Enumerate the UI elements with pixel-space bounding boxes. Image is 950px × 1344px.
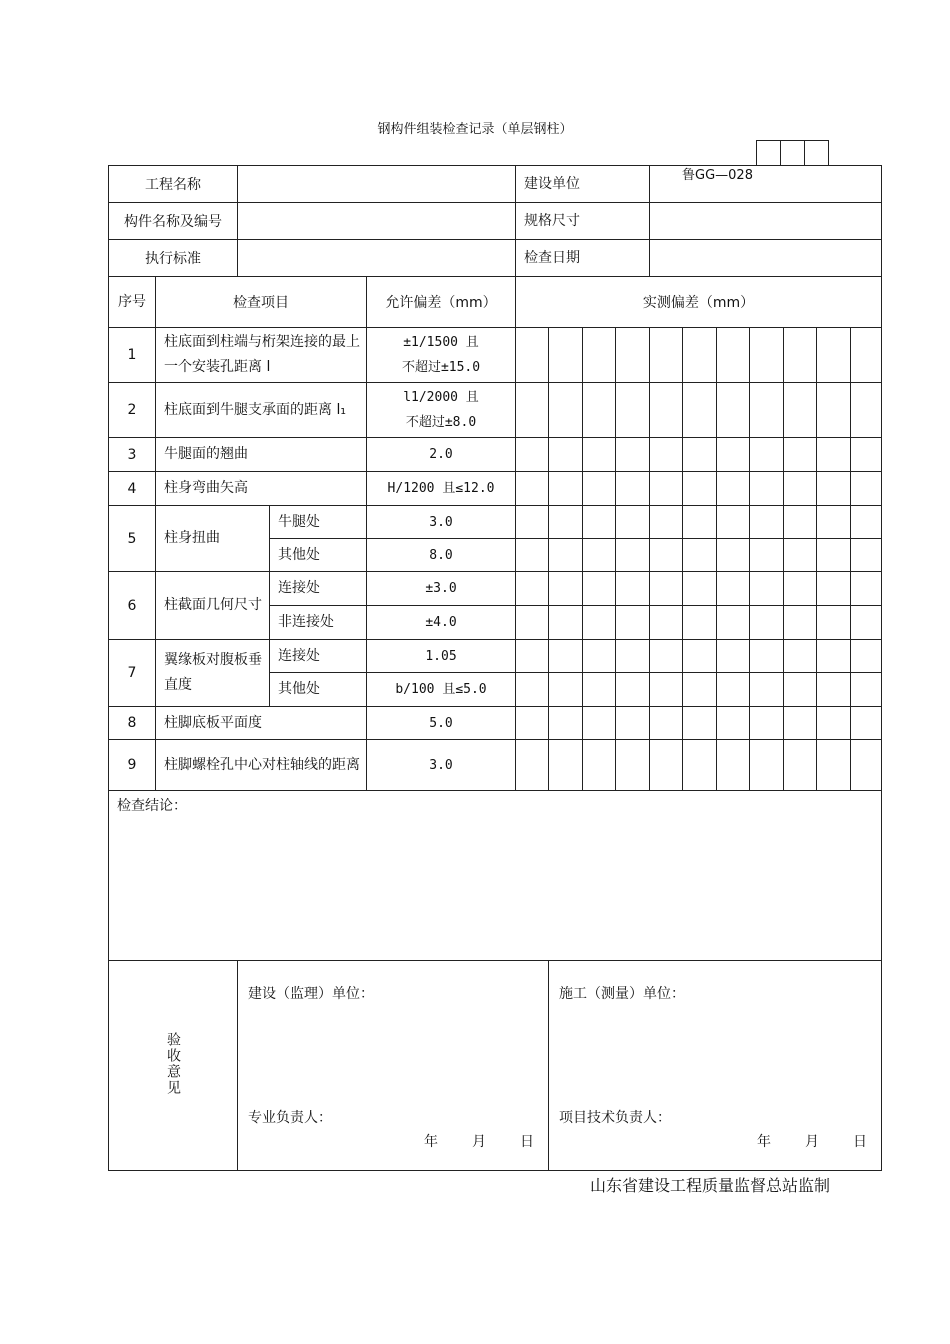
measure-cell[interactable] bbox=[583, 539, 616, 572]
tolerance-line: 不超过±15.0 bbox=[401, 360, 481, 375]
measure-cell[interactable] bbox=[650, 506, 683, 539]
row-item: 柱脚螺栓孔中心对柱轴线的距离 bbox=[156, 740, 367, 791]
row-tolerance: 5.0 bbox=[367, 707, 516, 740]
component-field[interactable] bbox=[238, 203, 516, 240]
measure-cell[interactable] bbox=[516, 572, 549, 606]
row-item: 柱身扭曲 bbox=[156, 506, 270, 572]
tolerance-line: 不超过±8.0 bbox=[405, 415, 477, 430]
measure-cell[interactable] bbox=[784, 707, 817, 740]
measure-cell[interactable] bbox=[583, 606, 616, 640]
row-seq: 3 bbox=[109, 438, 156, 472]
row-item: 柱截面几何尺寸 bbox=[156, 572, 270, 640]
spec-field[interactable] bbox=[650, 203, 882, 240]
measure-cell[interactable] bbox=[851, 640, 882, 673]
measure-cell[interactable] bbox=[683, 707, 717, 740]
spec-label: 规格尺寸 bbox=[516, 203, 650, 240]
project-name-field[interactable] bbox=[238, 166, 516, 203]
measure-cell[interactable] bbox=[650, 438, 683, 472]
measure-cell[interactable] bbox=[516, 707, 549, 740]
measure-cell[interactable] bbox=[683, 506, 717, 539]
measure-cell[interactable] bbox=[650, 640, 683, 673]
measure-cell[interactable] bbox=[650, 328, 683, 383]
measure-cell[interactable] bbox=[717, 640, 750, 673]
measure-cell[interactable] bbox=[750, 383, 784, 438]
row-tolerance: ±3.0 bbox=[367, 572, 516, 606]
day-label: 日 bbox=[520, 1134, 535, 1150]
measure-cell[interactable] bbox=[750, 606, 784, 640]
construction-sign-area[interactable] bbox=[549, 961, 882, 1171]
measure-cell[interactable] bbox=[717, 472, 750, 506]
measure-cell[interactable] bbox=[717, 740, 750, 791]
measure-cell[interactable] bbox=[750, 707, 784, 740]
measure-cell[interactable] bbox=[516, 383, 549, 438]
measure-cell[interactable] bbox=[549, 606, 583, 640]
tolerance-line: ±1/1500 且 bbox=[403, 335, 479, 350]
tolerance-line: l1/2000 且 bbox=[403, 390, 479, 405]
month-label: 月 bbox=[805, 1134, 820, 1150]
measure-cell[interactable] bbox=[683, 606, 717, 640]
measure-cell[interactable] bbox=[717, 506, 750, 539]
professional-responsible-label: 专业负责人： bbox=[248, 1110, 332, 1126]
conclusion-label: 检查结论： bbox=[117, 798, 187, 814]
measure-cell[interactable] bbox=[817, 673, 851, 707]
measure-cell[interactable] bbox=[750, 673, 784, 707]
measure-cell[interactable] bbox=[683, 438, 717, 472]
measure-cell[interactable] bbox=[583, 472, 616, 506]
measure-cell[interactable] bbox=[616, 740, 650, 791]
measure-cell[interactable] bbox=[750, 740, 784, 791]
row-item: 翼缘板对腹板垂直度 bbox=[156, 640, 270, 707]
measure-cell[interactable] bbox=[516, 539, 549, 572]
measure-cell[interactable] bbox=[650, 472, 683, 506]
row-seq: 5 bbox=[109, 506, 156, 572]
measure-cell[interactable] bbox=[549, 383, 583, 438]
measure-cell[interactable] bbox=[516, 640, 549, 673]
measure-cell[interactable] bbox=[616, 673, 650, 707]
measure-cell[interactable] bbox=[616, 539, 650, 572]
measure-cell[interactable] bbox=[583, 506, 616, 539]
measure-cell[interactable] bbox=[784, 383, 817, 438]
measure-cell[interactable] bbox=[683, 383, 717, 438]
measured-header: 实测偏差（mm） bbox=[516, 277, 882, 328]
measure-cell[interactable] bbox=[650, 572, 683, 606]
measure-cell[interactable] bbox=[616, 472, 650, 506]
measure-cell[interactable] bbox=[851, 606, 882, 640]
measure-cell[interactable] bbox=[817, 328, 851, 383]
measure-cell[interactable] bbox=[784, 506, 817, 539]
row-tolerance: 8.0 bbox=[367, 539, 516, 572]
measure-cell[interactable] bbox=[549, 328, 583, 383]
measure-cell[interactable] bbox=[817, 472, 851, 506]
measure-cell[interactable] bbox=[750, 539, 784, 572]
measure-cell[interactable] bbox=[516, 438, 549, 472]
measure-cell[interactable] bbox=[817, 640, 851, 673]
row-tolerance: 1.05 bbox=[367, 640, 516, 673]
acceptance-label: 验收意见 bbox=[165, 1031, 181, 1096]
measure-cell[interactable] bbox=[750, 328, 784, 383]
measure-cell[interactable] bbox=[516, 506, 549, 539]
measure-cell[interactable] bbox=[717, 383, 750, 438]
measure-cell[interactable] bbox=[851, 740, 882, 791]
row-subitem: 其他处 bbox=[270, 673, 367, 707]
measure-cell[interactable] bbox=[583, 383, 616, 438]
measure-cell[interactable] bbox=[683, 640, 717, 673]
standard-label: 执行标准 bbox=[109, 240, 238, 277]
measure-cell[interactable] bbox=[784, 438, 817, 472]
measure-cell[interactable] bbox=[851, 707, 882, 740]
measure-cell[interactable] bbox=[549, 740, 583, 791]
left-date bbox=[390, 1131, 534, 1151]
measure-cell[interactable] bbox=[616, 606, 650, 640]
measure-cell[interactable] bbox=[683, 539, 717, 572]
row-item: 柱底面到柱端与桁架连接的最上一个安装孔距离 l bbox=[156, 328, 367, 383]
measure-cell[interactable] bbox=[851, 572, 882, 606]
measure-cell[interactable] bbox=[717, 673, 750, 707]
measure-cell[interactable] bbox=[650, 707, 683, 740]
measure-cell[interactable] bbox=[750, 506, 784, 539]
measure-cell[interactable] bbox=[549, 506, 583, 539]
year-label: 年 bbox=[757, 1134, 772, 1150]
measure-cell[interactable] bbox=[717, 438, 750, 472]
standard-field[interactable] bbox=[238, 240, 516, 277]
measure-cell[interactable] bbox=[750, 640, 784, 673]
measure-cell[interactable] bbox=[583, 707, 616, 740]
measure-cell[interactable] bbox=[717, 606, 750, 640]
measure-cell[interactable] bbox=[650, 606, 683, 640]
row-tolerance: 3.0 bbox=[367, 740, 516, 791]
measure-cell[interactable] bbox=[549, 707, 583, 740]
measure-cell[interactable] bbox=[817, 383, 851, 438]
row-tolerance: ±4.0 bbox=[367, 606, 516, 640]
row-item: 牛腿面的翘曲 bbox=[156, 438, 367, 472]
conclusion-area[interactable] bbox=[109, 791, 882, 961]
row-tolerance bbox=[367, 328, 516, 383]
tolerance-header: 允许偏差（mm） bbox=[367, 277, 516, 328]
row-item: 柱底面到牛腿支承面的距离 l₁ bbox=[156, 383, 367, 438]
measure-cell[interactable] bbox=[817, 438, 851, 472]
measure-cell[interactable] bbox=[750, 572, 784, 606]
code-box[interactable] bbox=[781, 141, 805, 166]
measure-cell[interactable] bbox=[650, 383, 683, 438]
footer-issuer: 山东省建设工程质量监督总站监制 bbox=[590, 1176, 831, 1195]
measure-cell[interactable] bbox=[616, 707, 650, 740]
measure-cell[interactable] bbox=[851, 506, 882, 539]
supervision-sign-area[interactable] bbox=[238, 961, 549, 1171]
code-box[interactable] bbox=[757, 141, 781, 166]
row-subitem: 牛腿处 bbox=[270, 506, 367, 539]
measure-cell[interactable] bbox=[851, 328, 882, 383]
measure-cell[interactable] bbox=[516, 472, 549, 506]
row-tolerance: 2.0 bbox=[367, 438, 516, 472]
construction-unit-label: 建设单位 bbox=[516, 166, 650, 203]
measure-cell[interactable] bbox=[817, 740, 851, 791]
right-date bbox=[723, 1131, 867, 1151]
measure-cell[interactable] bbox=[750, 472, 784, 506]
measure-cell[interactable] bbox=[583, 328, 616, 383]
row-seq: 6 bbox=[109, 572, 156, 640]
measure-cell[interactable] bbox=[650, 539, 683, 572]
month-label: 月 bbox=[472, 1134, 487, 1150]
acceptance-label-cell bbox=[109, 961, 238, 1171]
measure-cell[interactable] bbox=[516, 606, 549, 640]
row-seq: 8 bbox=[109, 707, 156, 740]
form-code: 鲁GG—028 bbox=[682, 168, 753, 183]
row-tolerance: b/100 且≤5.0 bbox=[367, 673, 516, 707]
row-seq: 4 bbox=[109, 472, 156, 506]
measure-cell[interactable] bbox=[616, 506, 650, 539]
measure-cell[interactable] bbox=[784, 640, 817, 673]
row-seq: 1 bbox=[109, 328, 156, 383]
construction-unit-field[interactable] bbox=[650, 166, 882, 203]
measure-cell[interactable] bbox=[616, 328, 650, 383]
row-seq: 2 bbox=[109, 383, 156, 438]
measure-cell[interactable] bbox=[549, 438, 583, 472]
measure-cell[interactable] bbox=[683, 673, 717, 707]
measure-cell[interactable] bbox=[616, 640, 650, 673]
inspection-table bbox=[108, 165, 882, 1171]
measure-cell[interactable] bbox=[851, 539, 882, 572]
measure-cell[interactable] bbox=[817, 707, 851, 740]
measure-cell[interactable] bbox=[549, 572, 583, 606]
measure-cell[interactable] bbox=[784, 472, 817, 506]
measure-cell[interactable] bbox=[583, 673, 616, 707]
code-boxes bbox=[756, 140, 829, 166]
measure-cell[interactable] bbox=[817, 539, 851, 572]
row-subitem: 其他处 bbox=[270, 539, 367, 572]
project-name-label: 工程名称 bbox=[109, 166, 238, 203]
measure-cell[interactable] bbox=[683, 740, 717, 791]
measure-cell[interactable] bbox=[583, 640, 616, 673]
row-item: 柱身弯曲矢高 bbox=[156, 472, 367, 506]
technical-responsible-label: 项目技术负责人： bbox=[559, 1110, 672, 1126]
row-tolerance bbox=[367, 383, 516, 438]
form-title: 钢构件组装检查记录（单层钢柱） bbox=[377, 122, 573, 137]
check-date-field[interactable] bbox=[650, 240, 882, 277]
measure-cell[interactable] bbox=[549, 472, 583, 506]
measure-cell[interactable] bbox=[851, 472, 882, 506]
measure-cell[interactable] bbox=[683, 472, 717, 506]
measure-cell[interactable] bbox=[516, 740, 549, 791]
measure-cell[interactable] bbox=[784, 328, 817, 383]
check-date-label: 检查日期 bbox=[516, 240, 650, 277]
measure-cell[interactable] bbox=[616, 383, 650, 438]
item-header: 检查项目 bbox=[156, 277, 367, 328]
year-label: 年 bbox=[424, 1134, 439, 1150]
measure-cell[interactable] bbox=[784, 606, 817, 640]
measure-cell[interactable] bbox=[683, 572, 717, 606]
measure-cell[interactable] bbox=[851, 438, 882, 472]
measure-cell[interactable] bbox=[616, 438, 650, 472]
measure-cell[interactable] bbox=[717, 539, 750, 572]
row-item: 柱脚底板平面度 bbox=[156, 707, 367, 740]
row-seq: 9 bbox=[109, 740, 156, 791]
component-label: 构件名称及编号 bbox=[109, 203, 238, 240]
day-label: 日 bbox=[853, 1134, 868, 1150]
row-subitem: 连接处 bbox=[270, 572, 367, 606]
seq-header: 序号 bbox=[109, 277, 156, 328]
code-box[interactable] bbox=[805, 141, 829, 166]
measure-cell[interactable] bbox=[549, 640, 583, 673]
row-tolerance: 3.0 bbox=[367, 506, 516, 539]
measure-cell[interactable] bbox=[784, 539, 817, 572]
measure-cell[interactable] bbox=[784, 673, 817, 707]
measure-cell[interactable] bbox=[549, 673, 583, 707]
measure-cell[interactable] bbox=[784, 572, 817, 606]
measure-cell[interactable] bbox=[817, 506, 851, 539]
measure-cell[interactable] bbox=[750, 438, 784, 472]
construction-unit-sign-label: 施工（测量）单位： bbox=[559, 986, 686, 1002]
measure-cell[interactable] bbox=[817, 572, 851, 606]
measure-cell[interactable] bbox=[516, 328, 549, 383]
measure-cell[interactable] bbox=[817, 606, 851, 640]
measure-cell[interactable] bbox=[650, 740, 683, 791]
measure-cell[interactable] bbox=[851, 673, 882, 707]
row-seq: 7 bbox=[109, 640, 156, 707]
measure-cell[interactable] bbox=[717, 328, 750, 383]
measure-cell[interactable] bbox=[583, 740, 616, 791]
measure-cell[interactable] bbox=[784, 740, 817, 791]
measure-cell[interactable] bbox=[851, 383, 882, 438]
measure-cell[interactable] bbox=[516, 673, 549, 707]
measure-cell[interactable] bbox=[549, 539, 583, 572]
row-subitem: 非连接处 bbox=[270, 606, 367, 640]
measure-cell[interactable] bbox=[583, 572, 616, 606]
measure-cell[interactable] bbox=[717, 707, 750, 740]
row-tolerance: H/1200 且≤12.0 bbox=[367, 472, 516, 506]
measure-cell[interactable] bbox=[616, 572, 650, 606]
row-subitem: 连接处 bbox=[270, 640, 367, 673]
measure-cell[interactable] bbox=[683, 328, 717, 383]
measure-cell[interactable] bbox=[717, 572, 750, 606]
measure-cell[interactable] bbox=[650, 673, 683, 707]
supervision-unit-label: 建设（监理）单位： bbox=[248, 986, 374, 1002]
measure-cell[interactable] bbox=[583, 438, 616, 472]
